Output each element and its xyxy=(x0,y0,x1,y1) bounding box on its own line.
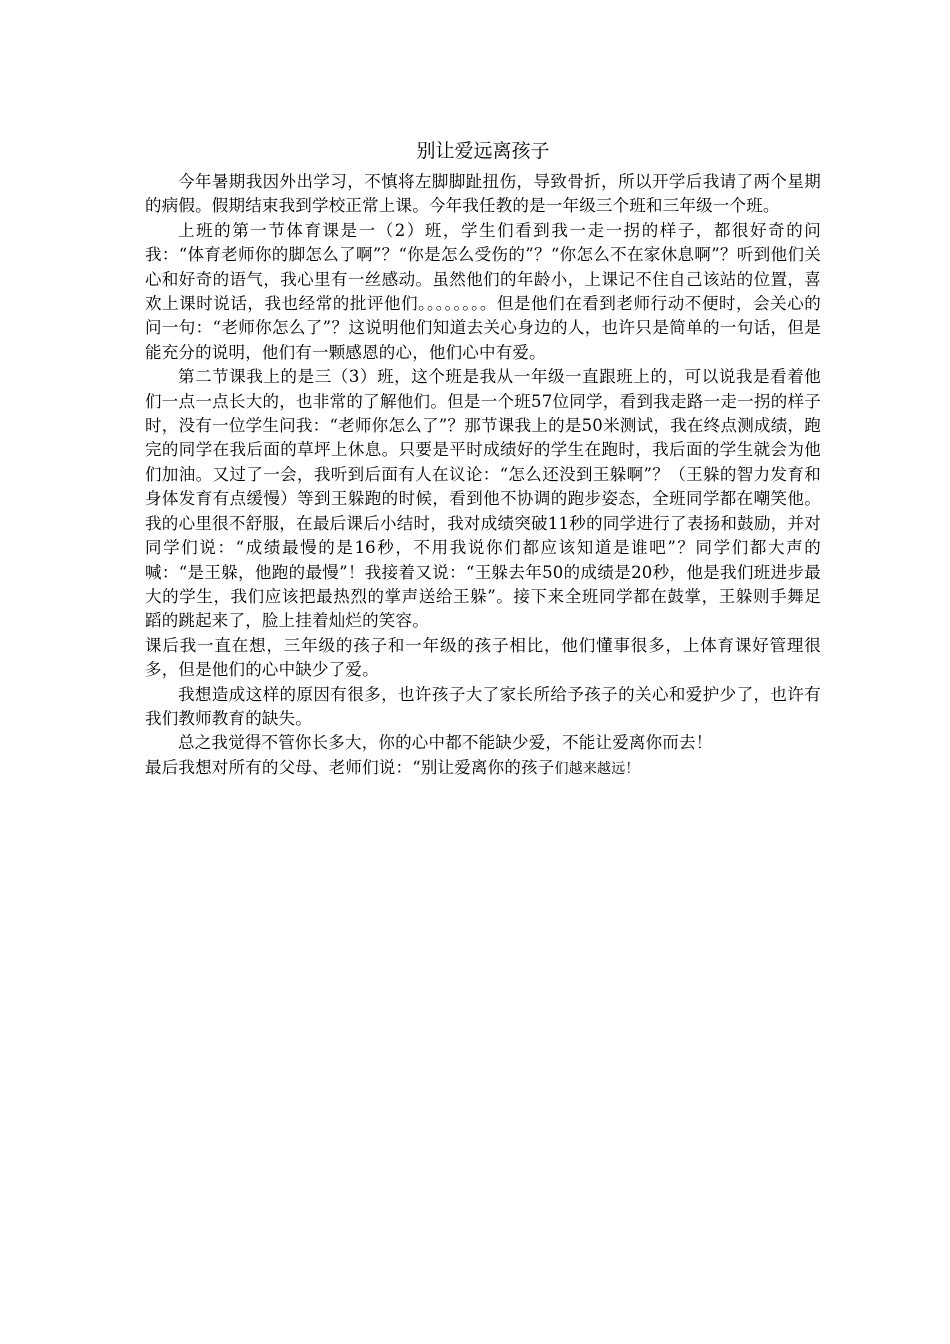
paragraph-3: 第二节课我上的是三（3）班，这个班是我从一年级一直跟班上的，可以说我是看着他们一点一点长大的，也非常的了解他们。但是一个班57位同学，看到我走路一走一拐的样子时，没有一位学生问我：“老师你怎么了”？那节课我上的是50米测试，我在终点测成绩，跑完的同学在我后面的草坪上休息。只要是平时成绩好的学生在跑时，我后面的学生就会为他们加油。又过了一会，我听到后面有人在议论：“怎么还没到王躲啊”？（王躲的智力发育和身体发育有点缓慢）等到王躲跑的时候，看到他不协调的跑步姿态，全班同学都在嘲笑他。我的心里很不舒服，在最后课后小结时，我对成绩突破11秒的同学进行了表扬和鼓励，并对同学们说：“成绩最慢的是16秒，不用我说你们都应该知道是谁吧”？同学们都大声的喊：“是王躲，他跑的最慢”！我接着又说：“王躲去年50的成绩是20秒，他是我们班进步最大的学生，我们应该把最热烈的掌声送给王躲”。接下来全班同学都在鼓掌，王躲则手舞足蹈的跳起来了，脸上挂着灿烂的笑容。 xyxy=(145,367,821,631)
closing-line-tail: 们越来越远！ xyxy=(554,760,640,777)
closing-line-main: 最后我想对所有的父母、老师们说：“别让爱离你的孩子 xyxy=(145,757,555,777)
paragraph-2: 上班的第一节体育课是一（2）班，学生们看到我一走一拐的样子，都很好奇的问我：“体育老师你的脚怎么了啊”？“你是怎么受伤的”？“你怎么不在家休息啊”？听到他们关心和好奇的语气，我心里有一丝感动。虽然他们的年龄小，上课记不住自己该站的位置，喜欢上课时说话，我也经常的批评他们。。。。。。。。但是他们在看到老师行动不便时，会关心的问一句：“老师你怎么了”？这说明他们知道去关心身边的人，也许只是简单的一句话，但是能充分的说明，他们有一颗感恩的心，他们心中有爱。 xyxy=(145,220,821,362)
document-body xyxy=(145,136,821,781)
paragraph-4: 课后我一直在想，三年级的孩子和一年级的孩子相比，他们懂事很多，上体育课好管理很多，但是他们的心中缺少了爱。 xyxy=(145,635,821,680)
document-title: 别让爱远离孩子 xyxy=(416,140,550,162)
paragraph-5: 我想造成这样的原因有很多，也许孩子大了家长所给予孩子的关心和爱护少了，也许有我们教师教育的缺失。 xyxy=(145,684,821,728)
closing-line xyxy=(145,756,821,781)
paragraph-6: 总之我觉得不管你长多大，你的心中都不能缺少爱，不能让爱离你而去！ xyxy=(178,733,713,753)
paragraph-1: 今年暑期我因外出学习，不慎将左脚脚趾扭伤，导致骨折，所以开学后我请了两个星期的病假。假期结束我到学校正常上课。今年我任教的是一年级三个班和三年级一个班。 xyxy=(145,172,821,216)
